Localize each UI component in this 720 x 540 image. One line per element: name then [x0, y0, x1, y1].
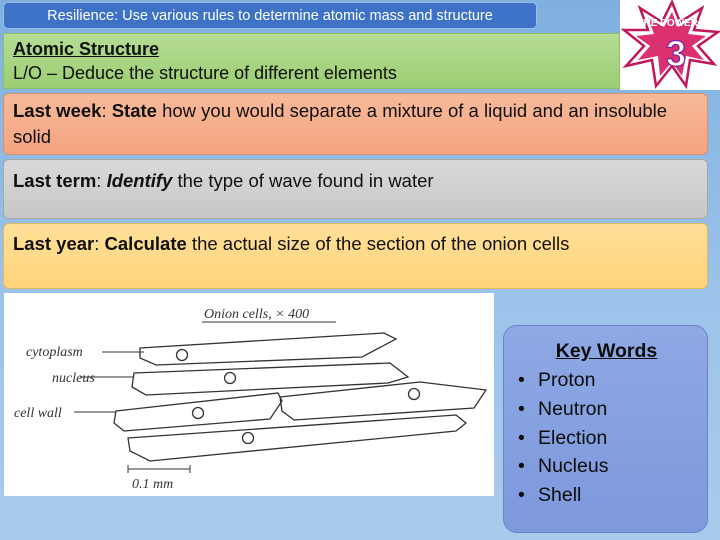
list-item: • Proton [538, 366, 697, 395]
cell-2 [132, 363, 408, 395]
lesson-banner: Resilience: Use various rules to determine atomic mass and structure [3, 2, 537, 29]
label-cell-wall: cell wall [14, 406, 62, 421]
label-nucleus: nucleus [52, 371, 95, 386]
cell-3 [114, 393, 282, 431]
cell-2-nucleus [225, 373, 236, 384]
cell-1-nucleus [177, 350, 188, 361]
last-term-text: the type of wave found in water [172, 170, 434, 191]
learning-objective: L/O – Deduce the structure of different elements [13, 63, 397, 83]
label-cytoplasm: cytoplasm [26, 345, 83, 360]
cell-1 [140, 333, 396, 365]
cell-4-nucleus [409, 389, 420, 400]
list-item: • Election [538, 424, 697, 453]
key-words-box [503, 325, 708, 533]
key-words-title: Key Words [555, 340, 658, 362]
page-title: Atomic Structure [13, 39, 160, 59]
power-of-3-logo [620, 0, 720, 90]
list-item: • Shell [538, 481, 697, 510]
scale-bar-label: 0.1 mm [132, 477, 174, 492]
last-week-question: Last week: State how you would separate a mixture of a liquid and an insoluble solid [3, 93, 708, 155]
key-words-list [516, 366, 697, 510]
last-year-question: Last year: Calculate the actual size of the section of the onion cells [3, 223, 708, 289]
last-year-label: Last year [13, 233, 95, 254]
diagram-title: Onion cells, × 400 [204, 307, 310, 322]
cell-5 [128, 415, 466, 461]
last-week-text: how you would separate a mixture of a liquid and an insoluble solid [13, 100, 668, 147]
cell-4 [280, 382, 486, 420]
last-week-label: Last week [13, 100, 102, 121]
star-burst-icon [620, 0, 720, 90]
cell-3-nucleus [193, 408, 204, 419]
lesson-header [3, 33, 620, 89]
cell-5-nucleus [243, 433, 254, 444]
list-item: • Nucleus [538, 452, 697, 481]
logo-top-text: THE POWER OF [637, 18, 715, 29]
onion-cells-diagram [4, 293, 494, 496]
last-year-verb: Calculate [104, 233, 187, 254]
last-term-question: Last term: Identify the type of wave found in water [3, 159, 708, 219]
last-year-text: the actual size of the section of the onion cells [186, 233, 570, 254]
last-term-label: Last term [13, 170, 97, 191]
list-item: • Neutron [538, 395, 697, 424]
logo-number: 3 [665, 33, 687, 74]
last-week-verb: State [111, 100, 157, 121]
last-term-verb: Identify [106, 170, 173, 191]
